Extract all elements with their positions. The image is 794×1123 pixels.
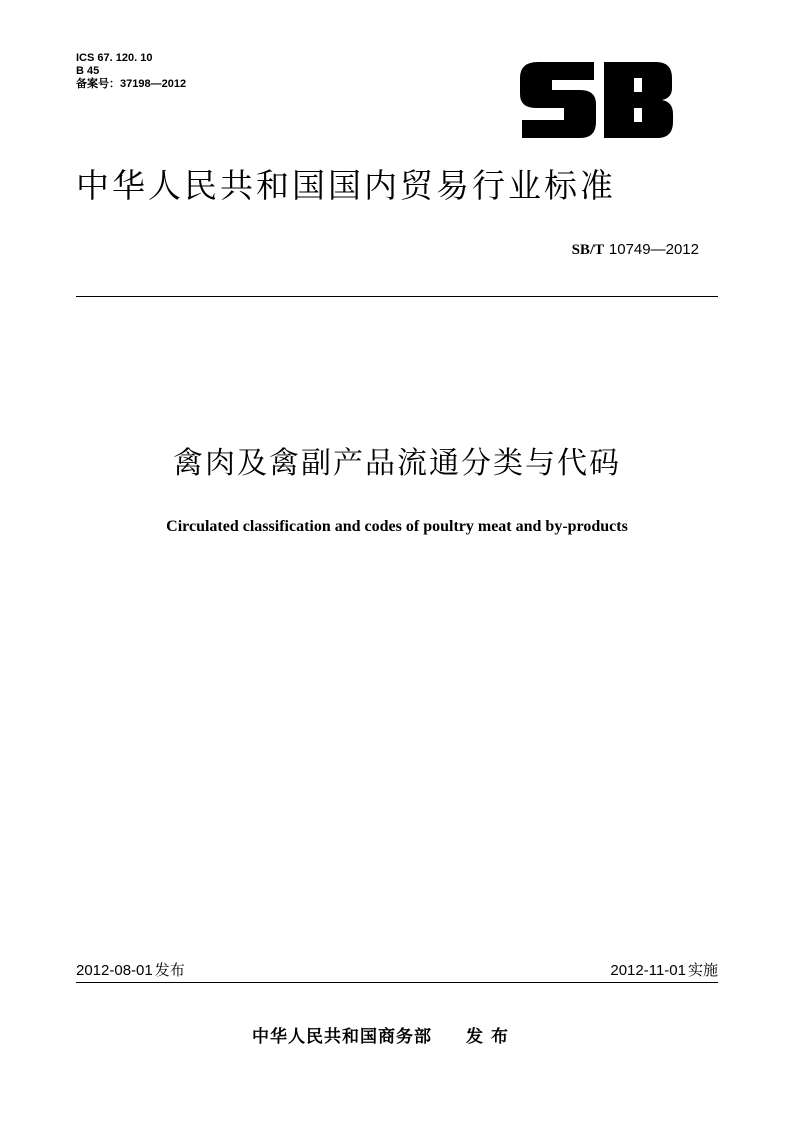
implementation-date — [610, 959, 718, 980]
sb-logo — [518, 58, 675, 142]
implementation-date-value: 2012-11-01 — [610, 962, 686, 979]
ics-code: ICS 67. 120. 10 — [76, 52, 153, 64]
standard-code: 10749—2012 — [608, 241, 699, 258]
implementation-label: 实施 — [687, 961, 718, 979]
issuer-action: 发布 — [466, 1027, 516, 1047]
bottom-divider — [76, 982, 718, 983]
issuer-line — [252, 1022, 516, 1047]
document-title-cn: 禽肉及禽副产品流通分类与代码 — [173, 446, 621, 481]
document-title-en: Circulated classification and codes of poultry meat and by-products — [166, 518, 628, 535]
issue-label: 发布 — [154, 961, 185, 979]
issuer-org: 中华人民共和国商务部 — [252, 1027, 432, 1047]
standard-prefix: SB/T — [571, 242, 605, 258]
ccs-code: B 45 — [76, 65, 100, 77]
top-divider — [76, 296, 718, 297]
standard-number — [572, 240, 699, 259]
filing-number: 备案号：37198—2012 — [76, 78, 187, 90]
classification-block — [76, 52, 186, 91]
issuing-body-standard-title: 中华人民共和国国内贸易行业标准 — [76, 166, 616, 205]
issue-date — [76, 959, 185, 980]
issue-date-value: 2012-08-01 — [76, 962, 153, 979]
